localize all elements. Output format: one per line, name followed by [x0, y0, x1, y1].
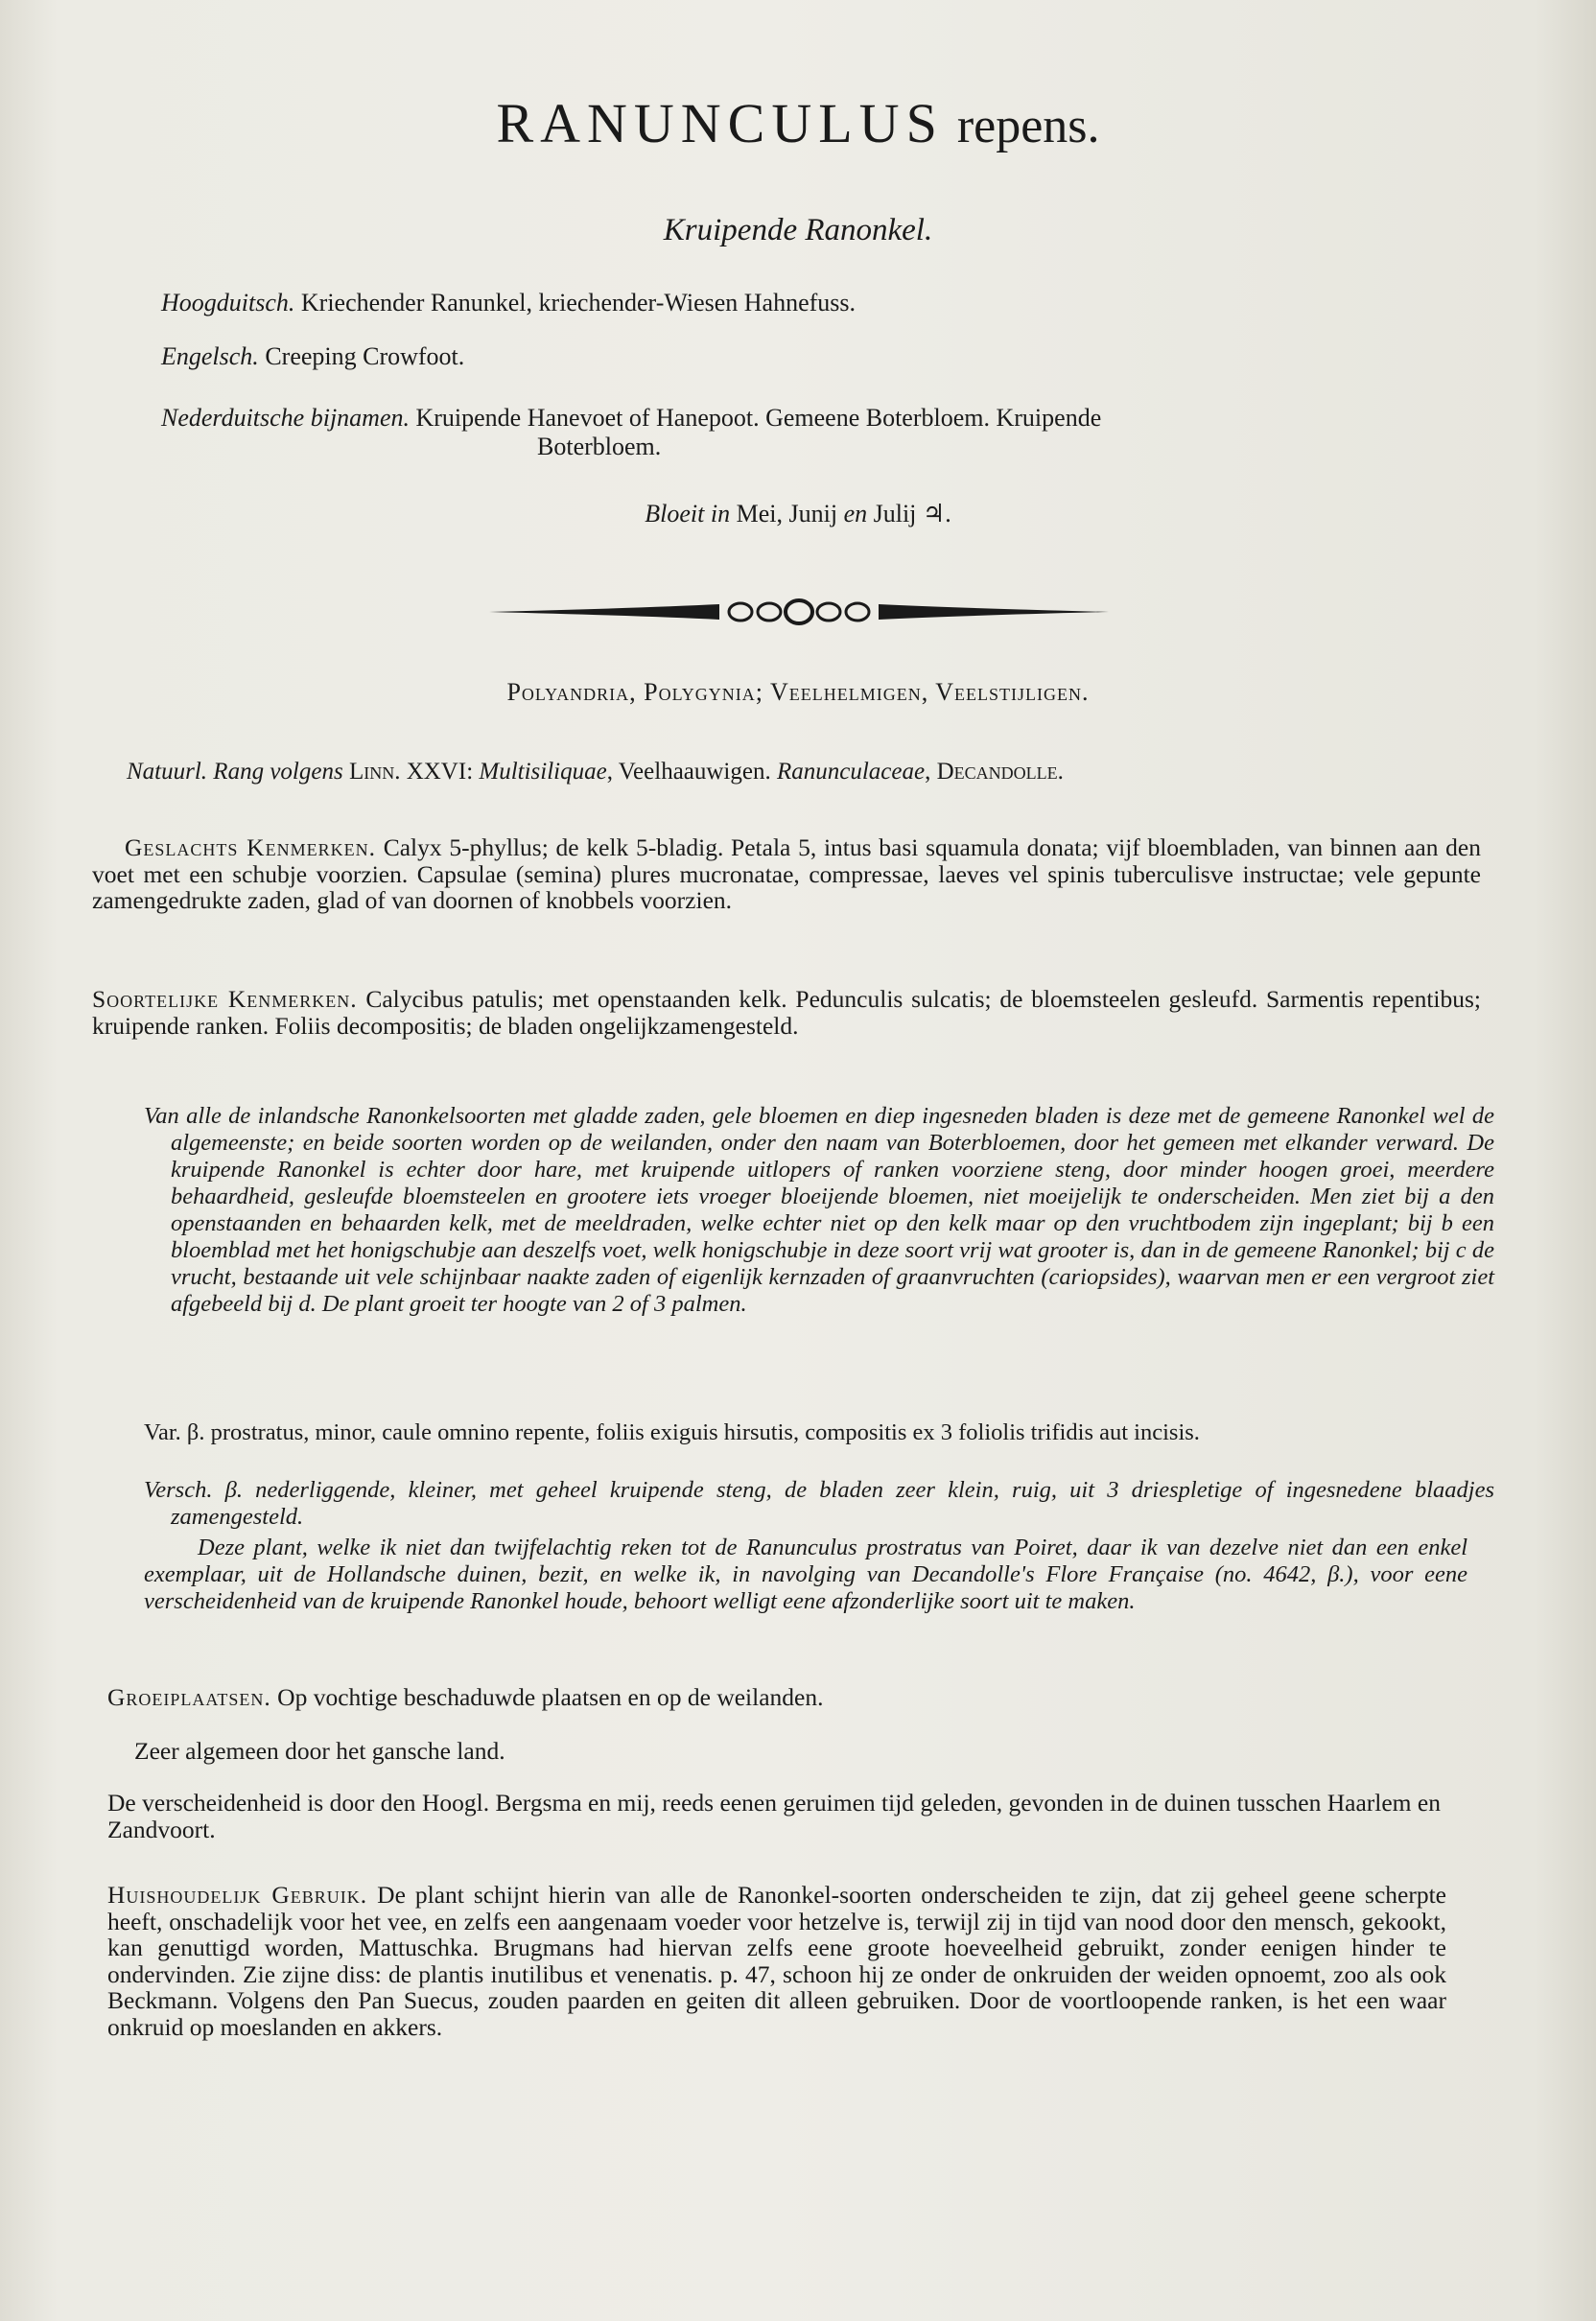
german-label: Hoogduitsch. [161, 289, 295, 316]
natural-order-number: XXVI: [406, 759, 474, 785]
natural-order-dutch: , Veelhaauwigen. [606, 759, 771, 785]
german-name: Kriechender Ranunkel, kriechender-Wiesen Hahnefuss. [300, 289, 857, 316]
description-paragraph: Van alle de inlandsche Ranonkelsoorten met gladde zaden, gele bloemen en diep ingesneden bladen is deze met de gemeene Ranonkel wel de algemeenste; en beide soorten worden op de weilanden, onder den naam van Boterbloemen, door het gemeen met elkander verward. De kruipende Ranonkel is echter door hare, met kruipende uitlopers of ranken voorziene steng, door minder hoogen groei, meerdere behaardheid, gesleufde bloemsteelen en grootere iets vroeger bloeijende bloemen, niet moeijelijk te onderscheiden. Men ziet bij a den openstaanden en behaarden kelk, met de meeldraden, welke echter niet op den kelk maar op den vruchtbodem zijn ingeplant; bij b een bloemblad met het honigschubje aan deszelfs voet, welk honigschubje in deze soort vrij wat grooter is, dan in de gemeene Ranonkel; bij c de vrucht, bestaande uit vele schijnbaar naakte zaden of eigenlijk kernzaden of graanvruchten (cariopsides), waarvan men er een vergroot ziet afgebeeld bij d. De plant groeit ter hoogte van 2 of 3 palmen. [144, 1103, 1494, 1317]
dutch-names: Kruipende Hanevoet of Hanepoot. Gemeene Boterbloem. Kruipende [415, 404, 1102, 432]
habitat-heading: Groeiplaatsen. [107, 1683, 271, 1711]
species-epithet: repens. [956, 99, 1100, 153]
natural-order-label: Natuurl. Rang volgens [127, 759, 343, 785]
family-author: , Decandolle. [925, 759, 1064, 785]
flowering-conj: en [843, 500, 868, 528]
german-name-line [161, 288, 856, 317]
flowering-month2: Junij [788, 500, 838, 528]
flowering-month3: Julij [873, 500, 917, 528]
species-characters-heading: Soortelijke Kenmerken. [92, 985, 358, 1013]
natural-order-latin: Multisiliquae [479, 759, 607, 785]
natural-order-author: Linn. [348, 759, 401, 785]
habitat-variety: De verscheidenheid is door den Hoogl. Bergsma en mij, reeds eenen geruimen tijd geleden, gevonden in de duinen tusschen Haarlem en Zandvoort. [107, 1789, 1441, 1843]
flowering-month1: Mei, [736, 500, 783, 528]
family-name: Ranunculaceae [776, 759, 926, 785]
page-title [0, 92, 1596, 154]
habitat-text: Op vochtige beschaduwde plaatsen en op de weilanden. [277, 1683, 824, 1711]
genus-characters-text: Calyx 5-phyllus; de kelk 5-bladig. Petala 5, intus basi squamula donata; vijf bloembladen, van binnen aan den voet met een schubje voorzien. Capsulae (semina) plures mucronatae, compressae, laeves vel spinis tuberculisve instructae; vele gepunte zamengedrukte zaden, glad of van doornen of knobbels voorzien. [92, 833, 1481, 914]
habitat-common: Zeer algemeen door het gansche land. [134, 1737, 505, 1765]
perennial-symbol: ♃. [922, 500, 951, 528]
variety-note: Deze plant, welke ik niet dan twijfelachtig reken tot de Ranunculus prostratus van Poiret, daar ik van dezelve niet dan een enkel exemplaar, uit de Hollandsche duinen, bezit, en welke ik, in navolging van Decandolle's Flore Française (no. 4642, β.), voor eene verscheidenheid van de kruipende Ranonkel houde, behoort welligt eene afzonderlijke soort uit te maken. [144, 1535, 1467, 1614]
flowering-period [0, 499, 1596, 528]
english-name: Creeping Crowfoot. [265, 342, 465, 370]
dutch-names-line [161, 403, 1101, 433]
household-use-text: De plant schijnt hierin van alle de Ranonkel-soorten onderscheiden te zijn, dat zij geheel geene scherpte heeft, onschadelijk voor het vee, en zelfs een aangenaam voeder voor hetzelve is, terwijl zij in tijd van nood door den mensch, gekookt, kan genuttigd worden, Mattuschka. Brugmans had hiervan zelfs eene groote hoeveelheid gebruikt, zonder eenigen hinder te ondervinden. Zie zijne diss: de plantis inutilibus et venenatis. p. 47, schoon hij ze onder de onkruiden der weiden opnoemt, zoo als ook Beckmann. Volgens den Pan Suecus, zouden paarden en geiten dit alleen gebruiken. Door de voortloopende ranken, is het een waar onkruid op moeslanden en akkers. [107, 1881, 1446, 2041]
household-use [107, 1882, 1446, 2040]
natural-order-line [127, 758, 1064, 786]
variety-dutch: Versch. β. nederliggende, kleiner, met geheel kruipende steng, de bladen zeer klein, ruig, uit 3 driespletige of ingesnedene blaadjes zamengesteld. [144, 1477, 1494, 1530]
dutch-label: Nederduitsche bijnamen. [161, 404, 410, 432]
genus-characters-heading: Geslachts Kenmerken. [125, 833, 376, 861]
species-characters [92, 986, 1481, 1039]
genus-characters [92, 834, 1481, 914]
species-characters-text: Calycibus patulis; met openstaanden kelk. Pedunculis sulcatis; de bloemsteelen gesleufd. Sarmentis repentibus; kruipende ranken. Foliis decompositis; de bladen ongelijkzamengesteld. [92, 985, 1481, 1040]
household-use-heading: Huishoudelijk Gebruik. [107, 1881, 368, 1909]
ornamental-rule [489, 593, 1109, 631]
linnaean-classification: Polyandria, Polygynia; Veelhelmigen, Veelstijligen. [506, 678, 1090, 706]
genus-name: RANUNCULUS [496, 92, 944, 154]
variety-latin: Var. β. prostratus, minor, caule omnino repente, foliis exiguis hirsutis, compositis ex 3 foliolis trifidis aut incisis. [144, 1419, 1200, 1445]
english-label: Engelsch. [161, 342, 259, 370]
dutch-common-name: Kruipende Ranonkel. [663, 213, 933, 247]
english-name-line [161, 341, 464, 371]
flowering-prefix: Bloeit in [645, 500, 731, 528]
dutch-names-continued: Boterbloem. [537, 433, 662, 460]
habitat-line [107, 1684, 1489, 1711]
